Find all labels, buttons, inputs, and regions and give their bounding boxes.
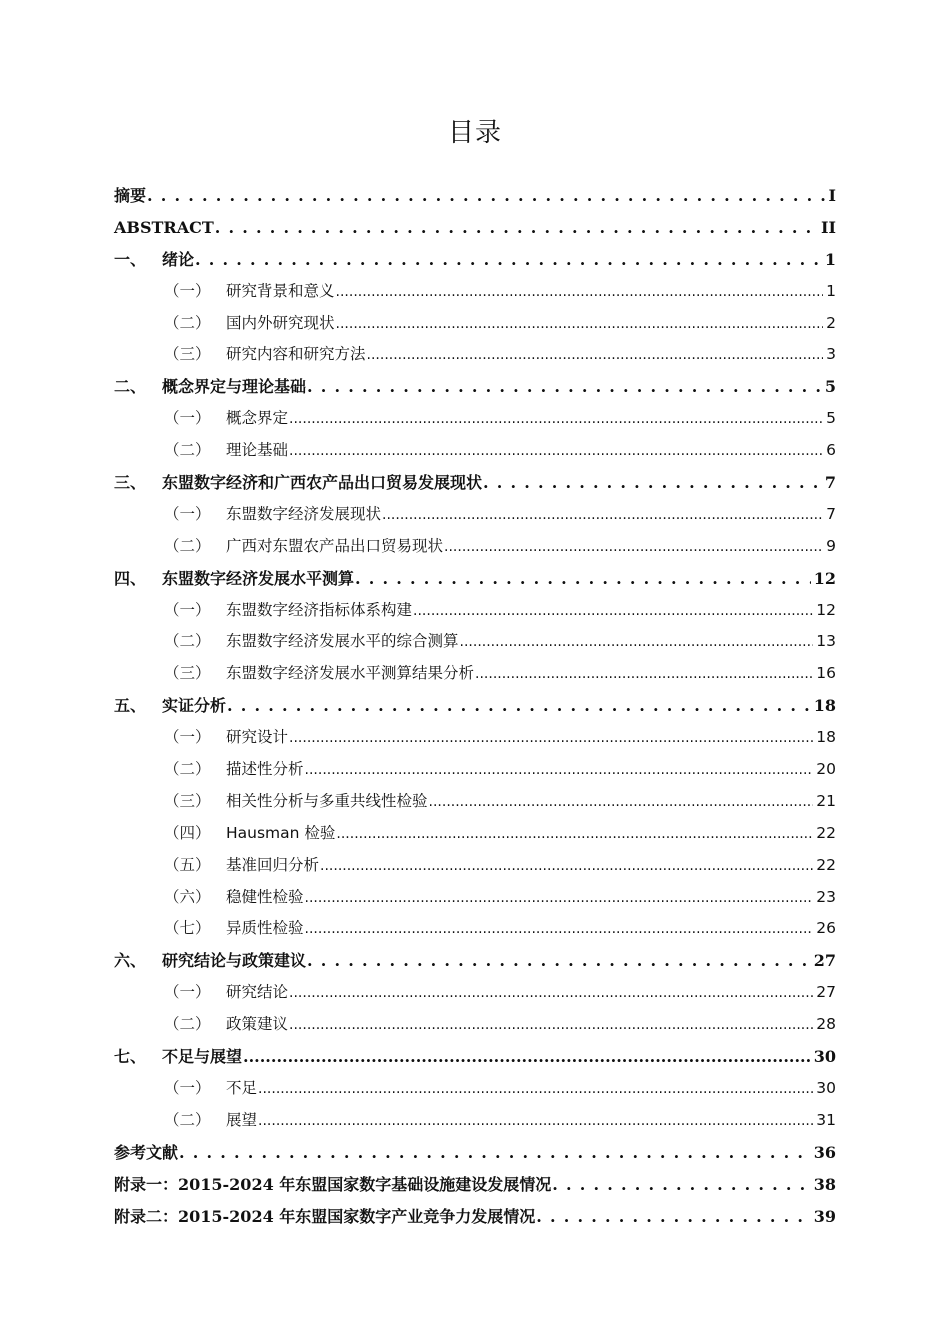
- toc-subentry[interactable]: [114, 403, 836, 435]
- dot-leader: [367, 339, 824, 372]
- page-title: 目录: [447, 118, 502, 148]
- toc-page-number: 2: [826, 313, 836, 332]
- toc-subentry[interactable]: [114, 308, 836, 340]
- toc-entry-number: （三）: [164, 664, 211, 683]
- toc-page-number: 21: [816, 791, 836, 810]
- toc-entry-label: 研究内容和研究方法: [226, 345, 366, 364]
- toc-entry-label: 东盟数字经济指标体系构建: [226, 600, 413, 619]
- toc-entry[interactable]: [114, 1201, 836, 1233]
- dot-leader: [305, 882, 814, 915]
- toc-entry-label: 国内外研究现状: [226, 313, 335, 332]
- toc-entry-number: （四）: [164, 823, 211, 842]
- toc-page-number: 26: [816, 919, 836, 938]
- dot-leader: [336, 818, 813, 851]
- dot-leader: [195, 244, 822, 276]
- toc-entry[interactable]: [114, 180, 836, 212]
- dot-leader: [179, 1137, 811, 1169]
- toc-page-number: 20: [816, 760, 836, 779]
- dot-leader: [258, 1105, 813, 1138]
- toc-entry[interactable]: [114, 1137, 836, 1169]
- toc-entry-number: （一）: [164, 504, 211, 523]
- dot-leader: [355, 563, 811, 595]
- toc-entry-label: 研究结论: [226, 983, 289, 1002]
- toc-page-number: 27: [816, 983, 836, 1002]
- toc-entry-number: （七）: [164, 919, 211, 938]
- toc-subentry[interactable]: [114, 499, 836, 531]
- table-of-contents: [114, 180, 836, 1232]
- toc-entry-number: （一）: [164, 409, 211, 428]
- toc-page-number: 18: [813, 696, 836, 716]
- toc-page-number: 3: [826, 345, 836, 364]
- toc-entry-label: 研究背景和意义: [226, 281, 335, 300]
- dot-leader: [289, 722, 813, 755]
- dot-leader: [382, 499, 823, 532]
- dot-leader: [320, 850, 813, 883]
- toc-page-number: 23: [816, 887, 836, 906]
- toc-entry-label: 稳健性检验: [226, 887, 304, 906]
- dot-leader: [305, 913, 814, 946]
- toc-subentry[interactable]: [114, 754, 836, 786]
- toc-page-number: 5: [826, 409, 836, 428]
- toc-page-number: 27: [813, 951, 836, 971]
- dot-leader: [552, 1169, 810, 1201]
- toc-entry-number: （三）: [164, 791, 211, 810]
- toc-subentry[interactable]: [114, 913, 836, 945]
- toc-entry[interactable]: [114, 945, 836, 977]
- toc-entry-number: （二）: [164, 313, 211, 332]
- toc-subentry[interactable]: [114, 818, 836, 850]
- toc-entry-number: （二）: [164, 1015, 211, 1034]
- dot-leader: [336, 308, 824, 341]
- toc-entry-label: 概念界定与理论基础: [162, 377, 307, 397]
- toc-page-number: 13: [816, 632, 836, 651]
- toc-subentry[interactable]: [114, 1105, 836, 1137]
- dot-leader: [227, 690, 811, 722]
- toc-entry-label: 参考文献: [114, 1142, 179, 1162]
- toc-page-number: 39: [813, 1206, 836, 1226]
- toc-entry-label: 异质性检验: [226, 919, 304, 938]
- dot-leader: [258, 1073, 813, 1106]
- toc-page-number: I: [828, 186, 836, 205]
- toc-entry-label: 东盟数字经济发展水平的综合测算: [226, 632, 459, 651]
- toc-subentry[interactable]: [114, 977, 836, 1009]
- dot-leader: [483, 467, 822, 499]
- toc-entry-number: （二）: [164, 441, 211, 460]
- toc-entry[interactable]: [114, 563, 836, 595]
- toc-entry-number: 五、: [114, 696, 147, 716]
- toc-entry-number: （一）: [164, 281, 211, 300]
- toc-page-number: 22: [816, 823, 836, 842]
- toc-page-number: 1: [826, 281, 836, 300]
- toc-entry-label: 概念界定: [226, 409, 289, 428]
- toc-entry-label: 理论基础: [226, 441, 289, 460]
- dot-leader: [444, 531, 823, 564]
- toc-page-number: 30: [816, 1078, 836, 1097]
- toc-page-number: 12: [813, 568, 836, 588]
- toc-subentry[interactable]: [114, 435, 836, 467]
- dot-leader: [429, 786, 814, 819]
- toc-entry-label: 不足与展望: [162, 1047, 243, 1067]
- toc-entry-number: 七、: [114, 1047, 147, 1067]
- toc-page-number: 9: [826, 536, 836, 555]
- dot-leader: [307, 945, 811, 977]
- toc-entry-label: 基准回归分析: [226, 855, 320, 874]
- toc-entry[interactable]: [114, 1169, 836, 1201]
- toc-page-number: 7: [824, 473, 836, 493]
- toc-entry-label: 描述性分析: [226, 760, 304, 779]
- toc-subentry[interactable]: [114, 882, 836, 914]
- dot-leader: [215, 212, 818, 244]
- dot-leader: [243, 1041, 811, 1073]
- toc-page-number: 38: [813, 1174, 836, 1194]
- toc-subentry[interactable]: [114, 1073, 836, 1105]
- dot-leader: [289, 403, 823, 436]
- toc-entry-label: 摘要: [114, 186, 147, 205]
- toc-page-number: 30: [813, 1047, 836, 1067]
- toc-entry-number: （二）: [164, 632, 211, 651]
- toc-entry-label: 广西对东盟农产品出口贸易现状: [226, 536, 444, 555]
- toc-entry[interactable]: [114, 690, 836, 722]
- toc-page-number: 5: [824, 377, 836, 397]
- dot-leader: [307, 371, 822, 403]
- toc-entry-number: 六、: [114, 951, 147, 971]
- toc-entry-number: （二）: [164, 536, 211, 555]
- dot-leader: [413, 595, 813, 628]
- dot-leader: [460, 626, 814, 659]
- toc-entry-label: 附录二：2015-2024 年东盟国家数字产业竞争力发展情况: [114, 1206, 536, 1226]
- toc-page-number: 36: [813, 1142, 836, 1162]
- toc-entry-number: （一）: [164, 983, 211, 1002]
- toc-entry[interactable]: [114, 1041, 836, 1073]
- toc-entry-label: 研究设计: [226, 728, 289, 747]
- toc-subentry[interactable]: [114, 339, 836, 371]
- toc-subentry[interactable]: [114, 595, 836, 627]
- toc-entry-label: 展望: [226, 1110, 258, 1129]
- toc-page-number: 31: [816, 1110, 836, 1129]
- toc-entry-label: 附录一：2015-2024 年东盟国家数字基础设施建设发展情况: [114, 1174, 552, 1194]
- toc-subentry[interactable]: [114, 786, 836, 818]
- toc-subentry[interactable]: [114, 531, 836, 563]
- toc-entry[interactable]: [114, 371, 836, 403]
- toc-entry-number: （一）: [164, 728, 211, 747]
- toc-subentry[interactable]: [114, 276, 836, 308]
- toc-entry-number: 二、: [114, 377, 147, 397]
- dot-leader: [336, 276, 824, 309]
- toc-entry-number: 三、: [114, 473, 147, 493]
- toc-page-number: II: [821, 217, 836, 237]
- toc-subentry[interactable]: [114, 850, 836, 882]
- toc-page-number: 12: [816, 600, 836, 619]
- toc-entry-number: （三）: [164, 345, 211, 364]
- toc-page-number: 6: [826, 441, 836, 460]
- toc-subentry[interactable]: [114, 722, 836, 754]
- toc-subentry[interactable]: [114, 1009, 836, 1041]
- toc-entry[interactable]: [114, 244, 836, 276]
- dot-leader: [289, 435, 823, 468]
- toc-entry-label: 研究结论与政策建议: [162, 951, 307, 971]
- toc-entry-label: 相关性分析与多重共线性检验: [226, 791, 428, 810]
- toc-subentry[interactable]: [114, 626, 836, 658]
- toc-page-number: 28: [816, 1015, 836, 1034]
- dot-leader: [147, 180, 826, 212]
- toc-entry-number: （五）: [164, 855, 211, 874]
- toc-entry-number: 四、: [114, 568, 147, 588]
- toc-entry-number: （二）: [164, 760, 211, 779]
- toc-page-number: 7: [826, 504, 836, 523]
- toc-entry-label: 东盟数字经济和广西农产品出口贸易发展现状: [162, 473, 483, 493]
- toc-entry-label: 东盟数字经济发展水平测算结果分析: [226, 664, 475, 683]
- dot-leader: [289, 977, 813, 1010]
- toc-entry-label: 东盟数字经济发展现状: [226, 504, 382, 523]
- toc-entry-label: 绪论: [162, 249, 195, 269]
- toc-entry[interactable]: [114, 467, 836, 499]
- toc-entry-number: （二）: [164, 1110, 211, 1129]
- dot-leader: [475, 658, 813, 691]
- toc-entry[interactable]: [114, 212, 836, 244]
- dot-leader: [536, 1201, 810, 1233]
- toc-entry-label: 政策建议: [226, 1015, 289, 1034]
- toc-subentry[interactable]: [114, 658, 836, 690]
- toc-entry-label: 东盟数字经济发展水平测算: [162, 568, 355, 588]
- toc-entry-label: Hausman 检验: [226, 823, 336, 842]
- toc-page-number: 18: [816, 728, 836, 747]
- toc-entry-number: （六）: [164, 887, 211, 906]
- toc-entry-label: 实证分析: [162, 696, 227, 716]
- toc-entry-label: ABSTRACT: [114, 217, 214, 237]
- dot-leader: [289, 1009, 813, 1042]
- toc-entry-label: 不足: [226, 1078, 258, 1097]
- toc-entry-number: （一）: [164, 600, 211, 619]
- dot-leader: [305, 754, 814, 787]
- toc-page-number: 22: [816, 855, 836, 874]
- toc-page-number: 16: [816, 664, 836, 683]
- toc-entry-number: 一、: [114, 249, 147, 269]
- toc-page-number: 1: [824, 249, 836, 269]
- toc-entry-number: （一）: [164, 1078, 211, 1097]
